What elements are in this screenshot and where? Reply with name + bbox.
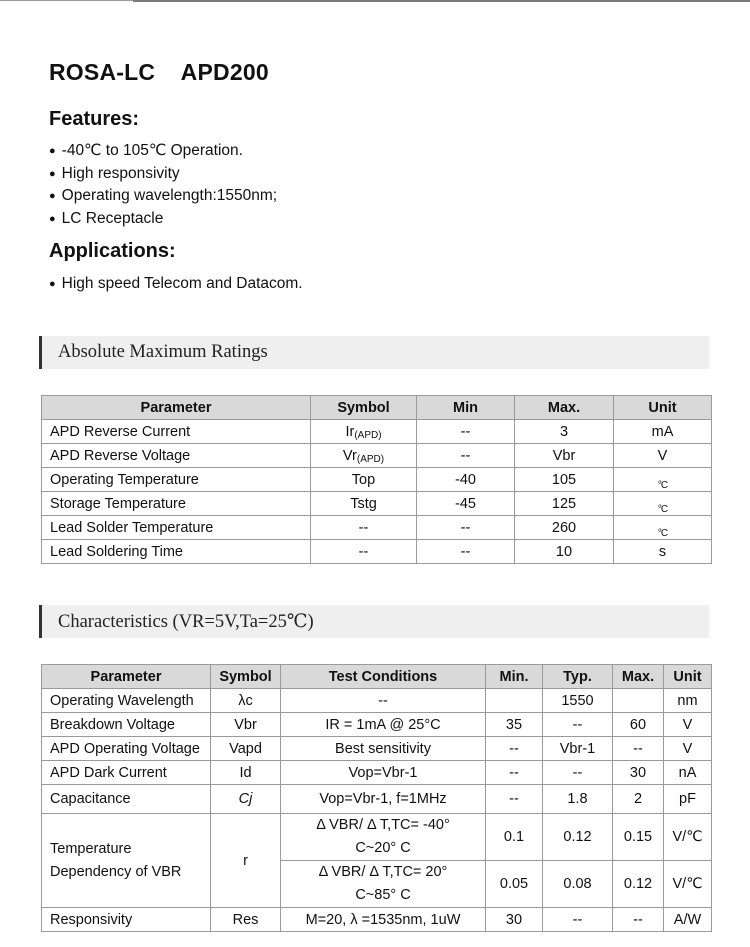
symbol-cell: Tstg: [311, 492, 417, 516]
features-heading: Features:: [49, 108, 140, 130]
absolute-max-ratings-table: [41, 395, 712, 564]
unit-cell: nm: [664, 689, 712, 713]
max-cell: 105: [515, 468, 614, 492]
condition-cell: Vop=Vbr-1, f=1MHz: [281, 785, 486, 814]
max-cell: Vbr: [515, 444, 614, 468]
unit-cell: °C: [614, 516, 712, 540]
typ-cell: 0.12: [543, 814, 613, 861]
table-row: [42, 540, 712, 564]
param-cell: APD Reverse Voltage: [42, 444, 311, 468]
param-cell: Temperature Dependency of VBR: [42, 814, 211, 908]
table-row: [42, 908, 712, 932]
column-header: Unit: [614, 396, 712, 420]
column-header: Max.: [515, 396, 614, 420]
column-header: Unit: [664, 665, 712, 689]
table-row: [42, 761, 712, 785]
min-cell: --: [486, 737, 543, 761]
characteristics-table: [41, 664, 712, 932]
max-cell: [613, 689, 664, 713]
condition-cell: Δ VBR/ Δ T,TC= 20° C~85° C: [281, 861, 486, 908]
symbol-cell: Top: [311, 468, 417, 492]
table-row: [42, 713, 712, 737]
typ-cell: --: [543, 761, 613, 785]
max-cell: 60: [613, 713, 664, 737]
unit-cell: V: [664, 737, 712, 761]
param-cell: Capacitance: [42, 785, 211, 814]
symbol-cell: Vapd: [211, 737, 281, 761]
min-cell: --: [417, 516, 515, 540]
symbol-cell: --: [311, 540, 417, 564]
table-row: [42, 689, 712, 713]
max-cell: --: [613, 737, 664, 761]
max-cell: 3: [515, 420, 614, 444]
max-cell: 2: [613, 785, 664, 814]
table-row: [42, 468, 712, 492]
unit-cell: s: [614, 540, 712, 564]
max-cell: 10: [515, 540, 614, 564]
param-cell: APD Dark Current: [42, 761, 211, 785]
unit-cell: V/℃: [664, 814, 712, 861]
symbol-cell: Vbr: [211, 713, 281, 737]
table-row: [42, 420, 712, 444]
column-header: Test Conditions: [281, 665, 486, 689]
min-cell: --: [486, 785, 543, 814]
typ-cell: 1.8: [543, 785, 613, 814]
unit-cell: °C: [614, 492, 712, 516]
column-header: Parameter: [42, 665, 211, 689]
column-header: Min: [417, 396, 515, 420]
table-row: [42, 814, 712, 861]
condition-cell: Best sensitivity: [281, 737, 486, 761]
top-rule-dark: [133, 0, 750, 2]
unit-cell: V: [664, 713, 712, 737]
symbol-cell: $Vr_{(APD)}$: [311, 444, 417, 468]
param-cell: Lead Solder Temperature: [42, 516, 311, 540]
characteristics-section-header: [39, 605, 709, 638]
unit-cell: V/℃: [664, 861, 712, 908]
column-header: Min.: [486, 665, 543, 689]
symbol-cell: $Ir_{(APD)}$: [311, 420, 417, 444]
min-cell: 0.05: [486, 861, 543, 908]
symbol-cell: --: [311, 516, 417, 540]
characteristics-section-title: Characteristics (VR=5V,Ta=25℃): [58, 612, 314, 632]
param-cell: APD Operating Voltage: [42, 737, 211, 761]
typ-cell: --: [543, 908, 613, 932]
table-header-row: [42, 665, 712, 689]
min-cell: 35: [486, 713, 543, 737]
unit-cell: A/W: [664, 908, 712, 932]
max-cell: 260: [515, 516, 614, 540]
param-cell: Operating Wavelength: [42, 689, 211, 713]
column-header: Symbol: [211, 665, 281, 689]
min-cell: -40: [417, 468, 515, 492]
max-cell: --: [613, 908, 664, 932]
symbol-cell: Res: [211, 908, 281, 932]
symbol-cell: λc: [211, 689, 281, 713]
max-cell: 30: [613, 761, 664, 785]
table-row: [42, 737, 712, 761]
symbol-cell: Cj: [211, 785, 281, 814]
min-cell: -45: [417, 492, 515, 516]
condition-cell: --: [281, 689, 486, 713]
param-cell: APD Reverse Current: [42, 420, 311, 444]
list-item: ● -40℃ to 105℃ Operation.: [49, 140, 277, 163]
features-list: [49, 140, 277, 230]
column-header: Parameter: [42, 396, 311, 420]
applications-list: [49, 273, 303, 296]
unit-cell: V: [614, 444, 712, 468]
ratings-section-title: Absolute Maximum Ratings: [58, 342, 268, 362]
max-cell: 0.15: [613, 814, 664, 861]
unit-cell: °C: [614, 468, 712, 492]
typ-cell: 1550: [543, 689, 613, 713]
list-item: ● LC Receptacle: [49, 208, 277, 231]
min-cell: --: [417, 540, 515, 564]
column-header: Typ.: [543, 665, 613, 689]
min-cell: --: [486, 761, 543, 785]
symbol-cell: Id: [211, 761, 281, 785]
page-title: ROSA-LC APD200: [49, 59, 269, 85]
table-row: [42, 492, 712, 516]
condition-cell: Vop=Vbr-1: [281, 761, 486, 785]
min-cell: --: [417, 420, 515, 444]
typ-cell: --: [543, 713, 613, 737]
table-header-row: [42, 396, 712, 420]
typ-cell: Vbr-1: [543, 737, 613, 761]
table-row: [42, 516, 712, 540]
param-cell: Breakdown Voltage: [42, 713, 211, 737]
param-cell: Lead Soldering Time: [42, 540, 311, 564]
max-cell: 125: [515, 492, 614, 516]
param-cell: Responsivity: [42, 908, 211, 932]
table-row: [42, 785, 712, 814]
table-row: [42, 444, 712, 468]
param-cell: Storage Temperature: [42, 492, 311, 516]
max-cell: 0.12: [613, 861, 664, 908]
ratings-section-header: [39, 336, 709, 369]
min-cell: [486, 689, 543, 713]
typ-cell: 0.08: [543, 861, 613, 908]
list-item: ● Operating wavelength:1550nm;: [49, 185, 277, 208]
unit-cell: nA: [664, 761, 712, 785]
condition-cell: IR = 1mA @ 25°C: [281, 713, 486, 737]
column-header: Symbol: [311, 396, 417, 420]
min-cell: 30: [486, 908, 543, 932]
param-cell: Operating Temperature: [42, 468, 311, 492]
condition-cell: M=20, λ =1535nm, 1uW: [281, 908, 486, 932]
list-item: ● High speed Telecom and Datacom.: [49, 273, 303, 296]
min-cell: 0.1: [486, 814, 543, 861]
column-header: Max.: [613, 665, 664, 689]
unit-cell: pF: [664, 785, 712, 814]
list-item: ● High responsivity: [49, 163, 277, 186]
min-cell: --: [417, 444, 515, 468]
condition-cell: Δ VBR/ Δ T,TC= -40° C~20° C: [281, 814, 486, 861]
unit-cell: mA: [614, 420, 712, 444]
symbol-cell: r: [211, 814, 281, 908]
applications-heading: Applications:: [49, 240, 176, 262]
